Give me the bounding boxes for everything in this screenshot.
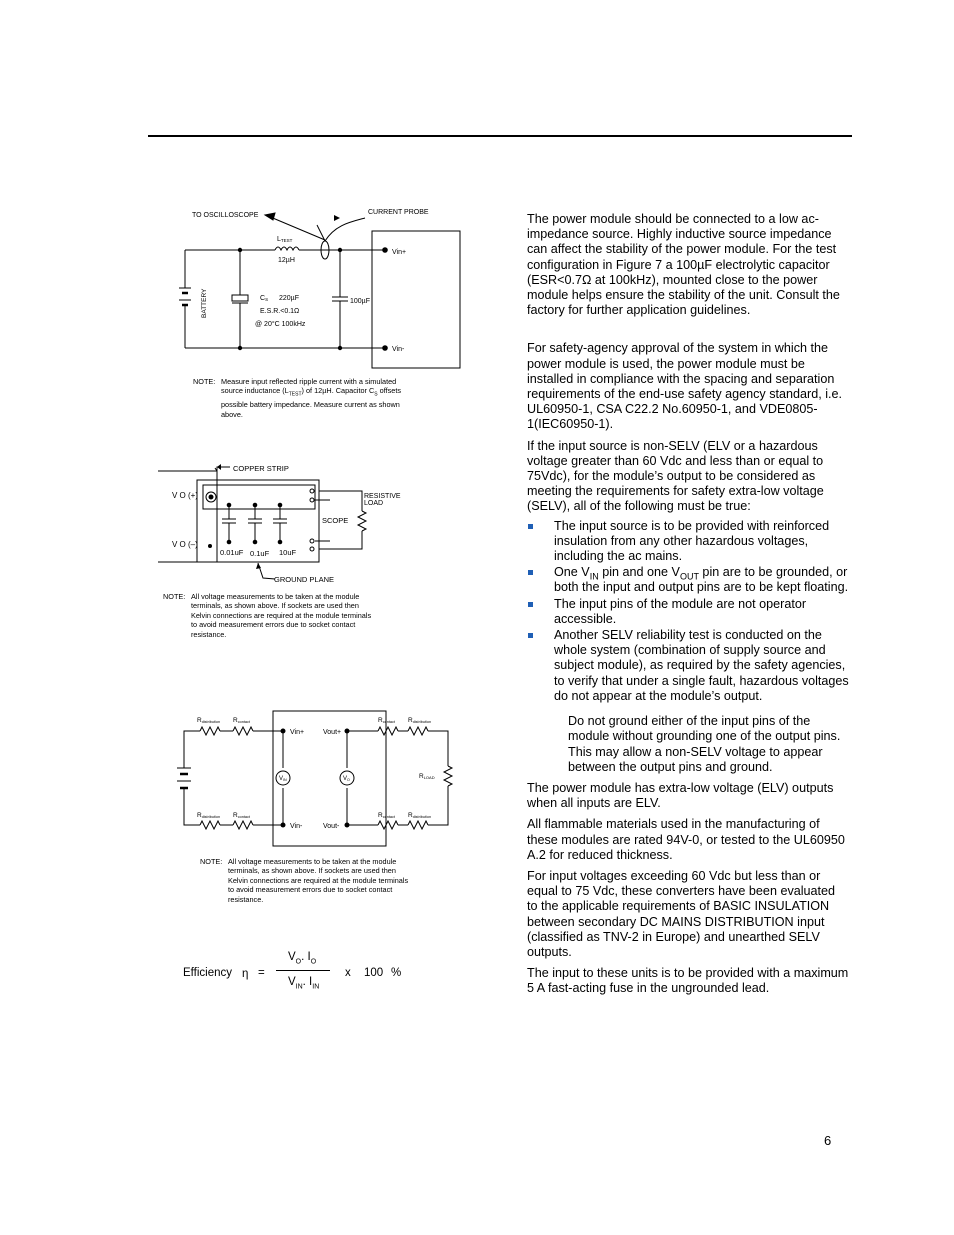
selv-paragraph: If the input source is non-SELV (ELV or a hazardous voltage greater than 60 Vdc and less than or equal to 75Vdc), for the module’s output to be considered as meeting the requirements for safety extra-low voltage (SELV), all of the following must be true: (527, 438, 824, 514)
r-contact-bl: Rcontact (233, 812, 250, 819)
input-source-paragraph: The power module should be connected to a low ac-impedance source. Highly inductive source impedance can affect the stability of the power module. For the test configuration in Figure 7 a 100µF electrolytic capacitor (ESR<0.7Ω at 100kHz), mounted close to the power module helps ensure the stability of the unit. Consult the factory for further application guidelines. (527, 212, 840, 318)
caution-text: Do not ground either of the input pins of the module without grounding one of the output pins. This may allow a non-SELV voltage to appear between the output pins and ground. (568, 714, 841, 774)
fig3-note: NOTE: All voltage measurements to be taken at the module terminals, as shown above. If sockets are used then Kelvin connections are required at the module terminals to avoid measurement errors due to socket contact resistance. (200, 857, 409, 904)
cap2-label: 0.1uF (250, 549, 270, 558)
ltest-value: 12µH (278, 257, 295, 264)
fuse-paragraph: The input to these units is to be provided with a maximum 5 A fast-acting fuse in the ungrounded lead. (527, 966, 849, 996)
fig3-vout-plus: Vout+ (323, 729, 342, 736)
elv-paragraph: The power module has extra-low voltage (ELV) outputs when all inputs are ELV. (527, 780, 834, 811)
input-ripple-test-diagram (175, 200, 475, 375)
cs-label: CS (260, 295, 269, 302)
r-contact-tr: Rcontact (378, 717, 395, 724)
fig3-vin-plus: Vin+ (290, 729, 305, 736)
current-probe-label: CURRENT PROBE (368, 209, 429, 216)
r-distribution-tr: Rdistribution (408, 717, 432, 724)
r-contact-tl: Rcontact (233, 717, 250, 724)
times-sign: x (345, 967, 351, 979)
efficiency-numerator: $V_O$. $I_O$ (288, 951, 317, 966)
vin-plus-label: Vin+ (392, 249, 407, 256)
temp-label: @ 20°C 100kHz (255, 321, 306, 328)
list-item: The input pins of the module are not operator accessible. (527, 597, 849, 627)
insulation-paragraph: For input voltages exceeding 60 Vdc but less than or equal to 75 Vdc, these converters have been evaluated to the applicable requirements of BASIC INSULATION between secondary DC MAINS DISTRIBUTION input (classified as TNV-2 in Europe) and unearthed SELV outputs. (527, 868, 836, 959)
header-rule (148, 135, 852, 137)
page-number: 6 (824, 1133, 832, 1148)
r-distribution-bl: Rdistribution (197, 812, 221, 819)
cap3-label: 10uF (279, 548, 297, 557)
cap1-label: 0.01uF (220, 548, 244, 557)
vin-meter-label: VIN (279, 776, 287, 782)
scope-label: SCOPE (322, 516, 349, 525)
vo-meter-label: VO (343, 776, 350, 782)
bullet-icon (528, 524, 533, 529)
bullet-icon (528, 570, 533, 575)
right-column-text (527, 212, 849, 1003)
fig2-note: NOTE: All voltage measurements to be taken at the module terminals, as shown above. If sockets are used then Kelvin connections are required at the module terminals to avoid measurement errors due to socket contact resistance. (163, 592, 372, 639)
flammability-paragraph: All flammable materials used in the manufacturing of these modules are rated 94V-0, or tested to the UL60950 A.2 for reduced thickness. (527, 817, 845, 862)
r-distribution-br: Rdistribution (408, 812, 432, 819)
vo-plus-label: V O (+) (172, 491, 199, 500)
list-item: Another SELV reliability test is conducted on the whole system (combination of supply source and subject module), as required by the safety agencies, to verify that under a single fault, hazardous voltages do not appear at the module’s output. (527, 628, 849, 704)
vo-minus-label: V O (–) (172, 540, 198, 549)
efficiency-label: Efficiency (183, 967, 233, 979)
resistive-label: RESISTIVE (364, 493, 401, 500)
fraction-bar (276, 970, 330, 971)
cs-value: 220µF (279, 295, 299, 302)
efficiency-denominator: $V_{IN}$. $I_{IN}$ (288, 976, 320, 991)
list-item: One $V_{IN}$ pin and one $V_{OUT}$ pin are to be grounded, or both the input and output pins are to be kept floating. (527, 565, 849, 595)
selv-requirements-list (527, 519, 849, 704)
r-distribution-tl: Rdistribution (197, 717, 221, 724)
percent-sign: % (391, 967, 402, 979)
equals-sign: = (258, 967, 265, 979)
copper-strip-label: COPPER STRIP (233, 464, 289, 473)
r-load-label: RLOAD (419, 773, 435, 780)
measurement-setup-diagram (170, 708, 460, 850)
load-label: LOAD (364, 500, 384, 507)
bullet-icon (528, 602, 533, 607)
hundred: 100 (364, 967, 384, 979)
bullet-icon (528, 633, 533, 638)
fig3-vin-minus: Vin- (290, 823, 303, 830)
output-ripple-test-diagram (155, 455, 425, 590)
safety-paragraph: For safety-agency approval of the system in which the power module is used, the power module must be installed in compliance with the spacing and separation requirements of the end-use safety agency standard, i.e. UL60950-1, CSA C22.2 No.60950-1, and VDE0805-1(IEC60950-1). (527, 341, 843, 432)
list-item: The input source is to be provided with reinforced insulation from any other hazardous voltages, including the ac mains. (527, 519, 849, 565)
esr-label: E.S.R.<0.1Ω (260, 308, 300, 315)
ground-plane-label: GROUND PLANE (274, 575, 335, 584)
cap-100uf-label: 100µF (350, 298, 370, 305)
to-oscilloscope-label: TO OSCILLOSCOPE (192, 212, 259, 219)
fig3-vout-minus: Vout- (323, 823, 340, 830)
r-contact-br: Rcontact (378, 812, 395, 819)
fig1-note: NOTE: Measure input reflected ripple current with a simulated source inductance $(L_{TEST})$ of 12µH. Capacitor $C_S$ offsets possible battery impedance. Measure current as shown above. (193, 377, 402, 419)
battery-label: BATTERY (201, 288, 208, 318)
ltest-label: LTEST (277, 236, 293, 243)
vin-minus-label: Vin- (392, 346, 405, 353)
eta-symbol: η (242, 968, 249, 980)
